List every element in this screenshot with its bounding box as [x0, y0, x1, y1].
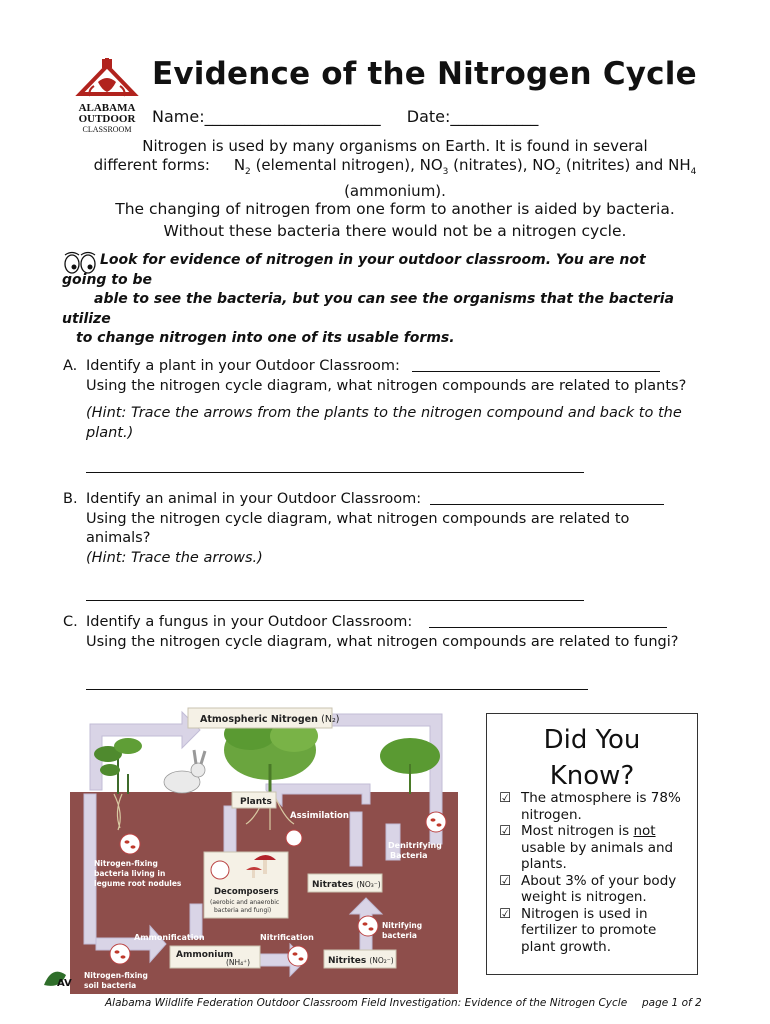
bacteria-paragraph: The changing of nitrogen from one form to another is aided by bacteria. Without these bacteria there would not be a nitrogen cycle. — [115, 200, 675, 240]
svg-text:Denitrifying: Denitrifying — [388, 841, 442, 850]
date-field[interactable]: Date:___________ — [406, 107, 539, 126]
name-date-line — [152, 107, 538, 126]
alabama-outdoor-classroom-logo — [72, 58, 142, 140]
svg-text:(aerobic and anaerobic: (aerobic and anaerobic — [210, 899, 280, 906]
checkbox-icon: ☑ — [499, 823, 512, 839]
fact-item: ☑ The atmosphere is 78% nitrogen. — [499, 790, 681, 823]
wildlife-federation-logo — [40, 955, 72, 995]
svg-text:Nitrification: Nitrification — [260, 933, 314, 942]
svg-text:Plants: Plants — [240, 797, 272, 807]
question-c: C. Identify a fungus in your Outdoor Classroom: Using the nitrogen cycle diagram, what nitrogen compounds are related to fungi? — [63, 614, 679, 650]
svg-text:bacteria and fungi): bacteria and fungi) — [214, 907, 272, 914]
svg-text:Nitrites (NO₂⁻): Nitrites (NO₂⁻) — [328, 956, 394, 966]
svg-text:Nitrifying: Nitrifying — [382, 921, 423, 930]
fact-item: ☑ About 3% of your body weight is nitrogen. — [499, 872, 677, 905]
animal-answer-line[interactable] — [430, 504, 664, 505]
svg-text:Nitrogen-fixing: Nitrogen-fixing — [84, 971, 148, 980]
svg-text:Decomposers: Decomposers — [214, 887, 279, 897]
svg-text:Atmospheric Nitrogen (N₂): Atmospheric Nitrogen (N₂) — [200, 714, 340, 725]
checkbox-icon: ☑ — [499, 790, 512, 806]
plant-compounds-answer-line[interactable] — [86, 472, 584, 473]
question-a: A. Identify a plant in your Outdoor Classroom: Using the nitrogen cycle diagram, what nitrogen compounds are related to plants? (Hint: Trace the arrows from the plants to the nitrogen compound and back to the plant.) — [63, 358, 687, 441]
footer-text: Alabama Wildlife Federation Outdoor Classroom Field Investigation: Evidence of the Nitrogen Cycle — [105, 997, 628, 1009]
svg-text:Bacteria: Bacteria — [390, 851, 428, 860]
svg-text:bacteria living in: bacteria living in — [94, 869, 166, 878]
intro-line-2: different forms: $N_2$ (elemental nitrogen), $NO_3$ (nitrates), $NO_2$ (nitrites) and $NH_4$ — [93, 156, 697, 177]
intro-line-1: Nitrogen is used by many organisms on Earth. It is found in several — [142, 137, 648, 155]
name-field[interactable]: Name:______________________ — [152, 107, 381, 126]
svg-text:legume root nodules: legume root nodules — [94, 879, 182, 888]
look-instructions: Look for evidence of nitrogen in your outdoor classroom. You are not going to be able to see the bacteria, but you can see the organisms that the bacteria utilize to change nitrogen into one of its usable forms. — [62, 252, 674, 346]
did-you-know-box — [486, 713, 698, 975]
svg-text:ALABAMA: ALABAMA — [78, 102, 136, 114]
checkbox-icon: ☑ — [499, 872, 512, 889]
did-you-know-title: Did You Know? — [543, 725, 641, 791]
svg-text:Ammonium: Ammonium — [176, 950, 234, 960]
svg-text:AV: AV — [57, 978, 72, 989]
fact-item: ☑ Nitrogen is used in fertilizer to promote plant growth. — [499, 905, 657, 955]
facts-list — [499, 790, 695, 955]
svg-text:Nitrates (NO₃⁻): Nitrates (NO₃⁻) — [312, 880, 381, 890]
svg-text:Ammonification: Ammonification — [134, 933, 205, 942]
plant-answer-line[interactable] — [412, 371, 660, 372]
question-b: B. Identify an animal in your Outdoor Classroom: Using the nitrogen cycle diagram, what nitrogen compounds are related to animals? (Hint: Trace the arrows.) — [63, 490, 733, 568]
svg-text:soil bacteria: soil bacteria — [84, 981, 137, 990]
page-title: Evidence of the Nitrogen Cycle — [152, 56, 697, 92]
svg-text:Assimilation: Assimilation — [290, 811, 349, 821]
svg-text:CLASSROOM: CLASSROOM — [82, 125, 132, 134]
checkbox-icon: ☑ — [499, 905, 512, 922]
svg-text:(NH₄⁺): (NH₄⁺) — [226, 958, 251, 967]
fact-item: ☑ Most nitrogen is not usable by animals and plants. — [499, 823, 674, 872]
svg-text:OUTDOOR: OUTDOOR — [78, 113, 136, 125]
intro-paragraph — [60, 137, 730, 201]
fungus-answer-line[interactable] — [429, 627, 667, 628]
fungi-compounds-answer-line[interactable] — [86, 689, 588, 690]
page-number: page 1 of 2 — [642, 997, 702, 1009]
nitrogen-cycle-diagram — [70, 694, 458, 994]
intro-line-3: (ammonium). — [344, 182, 446, 200]
svg-text:bacteria: bacteria — [382, 931, 417, 940]
svg-text:Nitrogen-fixing: Nitrogen-fixing — [94, 859, 158, 868]
animal-compounds-answer-line[interactable] — [86, 600, 584, 601]
